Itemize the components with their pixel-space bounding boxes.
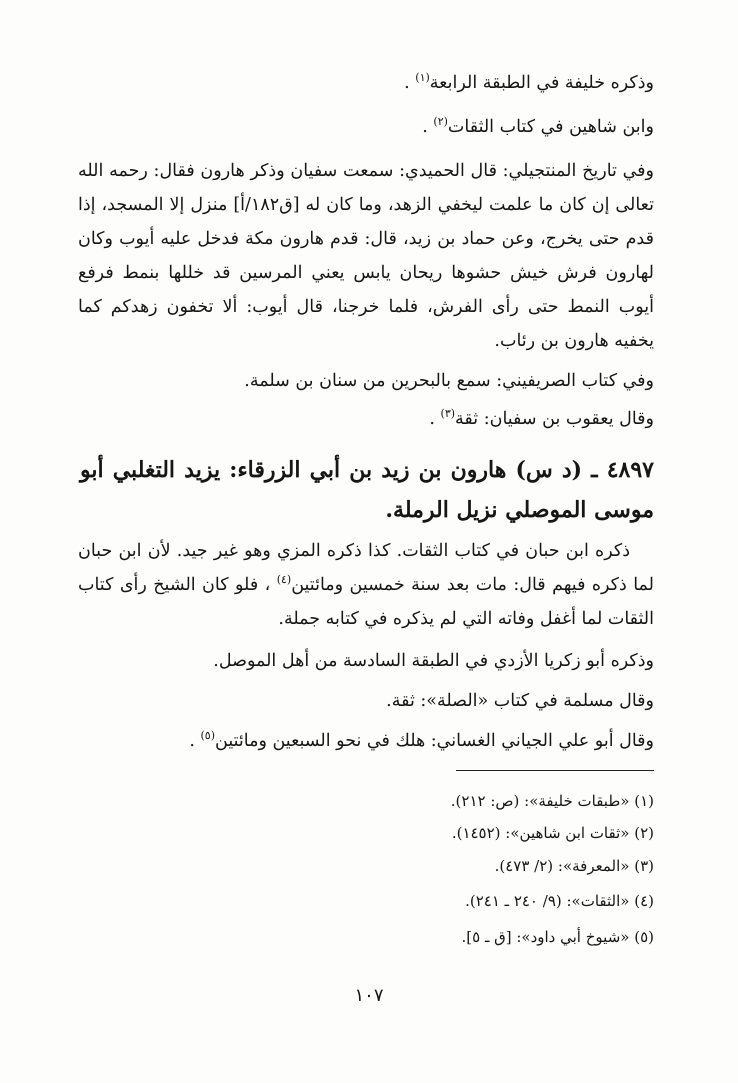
line-yaqub-tail: .: [429, 409, 441, 429]
line-ibn-shahin-tail: .: [422, 117, 434, 137]
text-line-khalifa: [78, 68, 654, 98]
footnote-1: (١) «طبقات خليفة»: (ص: ٢١٢).: [450, 792, 654, 810]
line-ghassani-tail: .: [189, 731, 201, 751]
text-line-sarifini: وفي كتاب الصريفيني: سمع بالبحرين من سنان بن سلمة.: [244, 371, 654, 391]
footnote-ref-1[interactable]: (١): [415, 71, 430, 85]
text-line-ibn-shahin: [78, 112, 654, 142]
footnote-ref-4[interactable]: (٤): [276, 573, 292, 587]
text-line-azdi: وذكره أبو زكريا الأزدي في الطبقة السادسة من أهل الموصل.: [213, 651, 654, 671]
line-ibn-shahin-text: وابن شاهين في كتاب الثقات: [447, 117, 654, 137]
text-line-ghassani: [78, 726, 654, 756]
line-khalifa-text: وذكره خليفة في الطبقة الرابعة: [429, 73, 654, 93]
footnote-ref-5[interactable]: (٥): [200, 729, 215, 743]
footnote-4: (٤) «الثقات»: (٩/ ٢٤٠ ـ ٢٤١).: [465, 892, 654, 910]
line-yaqub-text: وقال يعقوب بن سفيان: ثقة: [455, 409, 654, 429]
ibn-hibban-tail: ، فلو كان الشيخ رأى كتاب الثقات لما أغفل وفاته التي لم يذكره في كتابه جملة.: [78, 575, 654, 629]
text-line-maslama: وقال مسلمة في كتاب «الصلة»: ثقة.: [386, 691, 654, 711]
text-line-yaqub: [78, 404, 654, 434]
footnote-ref-2[interactable]: (٢): [433, 115, 448, 129]
line-ghassani-text: وقال أبو علي الجياني الغساني: هلك في نحو السبعين ومائتين: [215, 731, 654, 751]
paragraph-ibn-hibban: [78, 534, 654, 636]
entry-heading: ٤٨٩٧ ـ (د س) هارون بن زيد بن أبي الزرقاء: يزيد التغلبي أبو موسى الموصلي نزيل الرملة.: [80, 457, 654, 523]
footnote-ref-3[interactable]: (٣): [440, 407, 456, 421]
paragraph-tarikh: وفي تاريخ المنتجيلي: قال الحميدي: سمعت سفيان وذكر هارون فقال: رحمه الله تعالى إن كان ما علمت ليخفي الزهد، وما كان له [ق١٨٢/أ] منزل إلا المسجد، إذا قدم حتى يخرج، وعن حماد بن زيد، قال: قدم هارون مكة فدخل عليه أيوب وكان لهارون فرش خيش حشوها ريحان يابس يعني المرسين قد خللها بنمط فرفع أيوب النمط حتى رأى الفرش، فلما خرجنا، قال أيوب: ألا تخفون زهدكم كما يخفيه هارون بن رئاب.: [78, 161, 654, 351]
footnote-divider: [456, 770, 654, 771]
page-number: ١٠٧: [354, 985, 384, 1006]
footnote-5: (٥) «شيوخ أبي داود»: [ق ـ ٥].: [461, 928, 654, 946]
footnote-2: (٢) «ثقات ابن شاهين»: (١٤٥٢).: [451, 824, 654, 842]
ibn-hibban-text: ذكره ابن حبان في كتاب الثقات. كذا ذكره المزي وهو غير جيد. لأن ابن حبان لما ذكره فيهم قال: مات بعد سنة خمسين ومائتين: [78, 541, 654, 595]
footnote-3: (٣) «المعرفة»: (٢/ ٤٧٣).: [494, 857, 654, 875]
line-khalifa-tail: .: [404, 73, 416, 93]
